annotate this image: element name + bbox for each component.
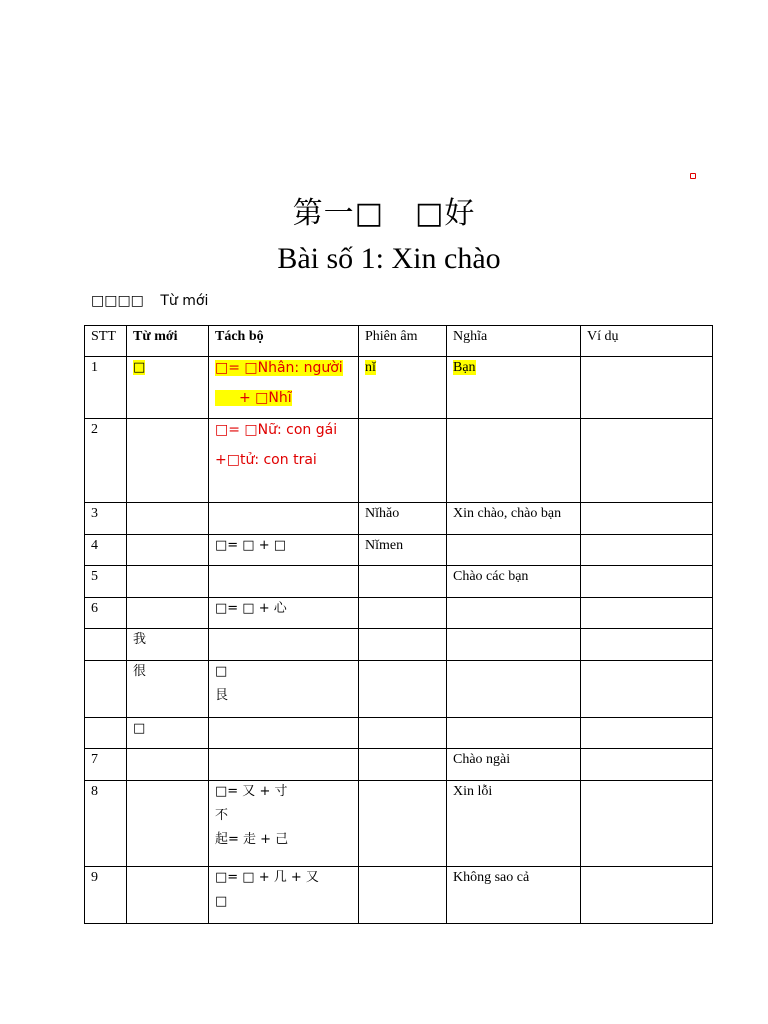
chinese-title: 第一□ □好 [292,196,476,231]
cell-meaning: Chào các bạn [447,566,581,598]
table-row [85,718,713,749]
cell-example [581,419,713,503]
header-meaning: Nghĩa [447,326,581,357]
header-pinyin: Phiên âm [359,326,447,357]
cell-example [581,566,713,598]
cell-stt: 7 [85,749,127,781]
word-char: □ [133,721,146,736]
cell-pinyin [359,566,447,598]
cell-stt [85,629,127,661]
cell-word [127,867,209,924]
cell-word [127,503,209,535]
cell-word [127,598,209,629]
table-row [85,566,713,598]
red-marker [690,173,696,179]
cell-stt: 3 [85,503,127,535]
table-row [85,629,713,661]
radical-line: □= 又 + 寸 [215,784,288,799]
cell-pinyin [359,749,447,781]
word-char: 我 [133,632,147,647]
cell-stt: 5 [85,566,127,598]
cell-stt: 1 [85,357,127,419]
cell-pinyin [359,661,447,718]
radical-line: □= □Nữ: con gái [215,422,338,438]
cell-example [581,357,713,419]
cell-radicals [209,357,359,419]
word-char: □ [133,360,146,375]
cell-meaning [447,629,581,661]
cell-pinyin [359,598,447,629]
table-row [85,357,713,419]
meaning-text: Bạn [453,360,476,375]
radical-line: □ [215,894,228,909]
cell-pinyin [359,629,447,661]
cell-example [581,629,713,661]
cell-meaning [447,718,581,749]
table-row [85,535,713,566]
vocabulary-table [84,325,713,924]
cell-word [127,629,209,661]
cell-word [127,357,209,419]
cell-example [581,867,713,924]
cell-radicals [209,419,359,503]
cell-meaning: Xin chào, chào bạn [447,503,581,535]
cell-meaning [447,357,581,419]
cell-radicals [209,629,359,661]
cell-stt [85,718,127,749]
header-stt: STT [85,326,127,357]
cell-word [127,535,209,566]
cell-pinyin [359,781,447,867]
cell-meaning: Xin lỗi [447,781,581,867]
cell-pinyin [359,357,447,419]
cell-word [127,749,209,781]
cell-radicals [209,661,359,718]
header-radicals: Tách bộ [209,326,359,357]
cell-stt: 8 [85,781,127,867]
cell-example [581,535,713,566]
cell-meaning [447,598,581,629]
table-row [85,503,713,535]
cell-word [127,781,209,867]
cell-pinyin: Nǐhǎo [359,503,447,535]
radical-line: + □Nhĩ [215,390,292,406]
cell-radicals [209,598,359,629]
cell-example [581,781,713,867]
cell-pinyin [359,867,447,924]
cell-radicals [209,535,359,566]
table-row [85,419,713,503]
cell-example [581,749,713,781]
cell-meaning: Chào ngài [447,749,581,781]
cell-pinyin: Nǐmen [359,535,447,566]
cell-stt: 2 [85,419,127,503]
table-row [85,749,713,781]
radical-line: □= □ + 心 [215,601,287,616]
cell-radicals [209,503,359,535]
header-example: Ví dụ [581,326,713,357]
cell-example [581,503,713,535]
table-row [85,781,713,867]
cell-pinyin [359,718,447,749]
cell-meaning [447,419,581,503]
radical-line: □= □Nhân: người [215,360,343,376]
vietnamese-title: Bài số 1: Xin chào [277,242,501,275]
section-heading-cn: □□□□ [91,293,144,309]
cell-example [581,718,713,749]
radical-line: +□tử: con trai [215,452,317,468]
cell-stt [85,661,127,718]
radical-line: 不 [215,808,229,823]
radical-line: 起= 走 + 己 [215,832,289,847]
cell-example [581,661,713,718]
radical-line: □= □ + 几 + 又 [215,870,319,885]
header-new-word: Từ mới [127,326,209,357]
radical-line: □= □ + □ [215,538,287,553]
table-row [85,867,713,924]
cell-stt: 9 [85,867,127,924]
cell-meaning [447,535,581,566]
cell-radicals [209,566,359,598]
cell-radicals [209,867,359,924]
table-row [85,661,713,718]
radical-line: 艮 [215,688,229,703]
cell-word [127,566,209,598]
pinyin-text: nǐ [365,360,376,375]
cell-radicals [209,718,359,749]
table-header-row [85,326,713,357]
cell-example [581,598,713,629]
cell-meaning [447,661,581,718]
cell-stt: 6 [85,598,127,629]
cell-stt: 4 [85,535,127,566]
section-heading-vi: Từ mới [160,293,209,309]
radical-line: □ [215,664,228,679]
cell-radicals [209,749,359,781]
cell-word [127,718,209,749]
section-heading [91,293,220,309]
cell-word [127,661,209,718]
cell-radicals [209,781,359,867]
cell-pinyin [359,419,447,503]
table-row [85,598,713,629]
cell-meaning: Không sao cả [447,867,581,924]
word-char: 很 [133,664,147,679]
